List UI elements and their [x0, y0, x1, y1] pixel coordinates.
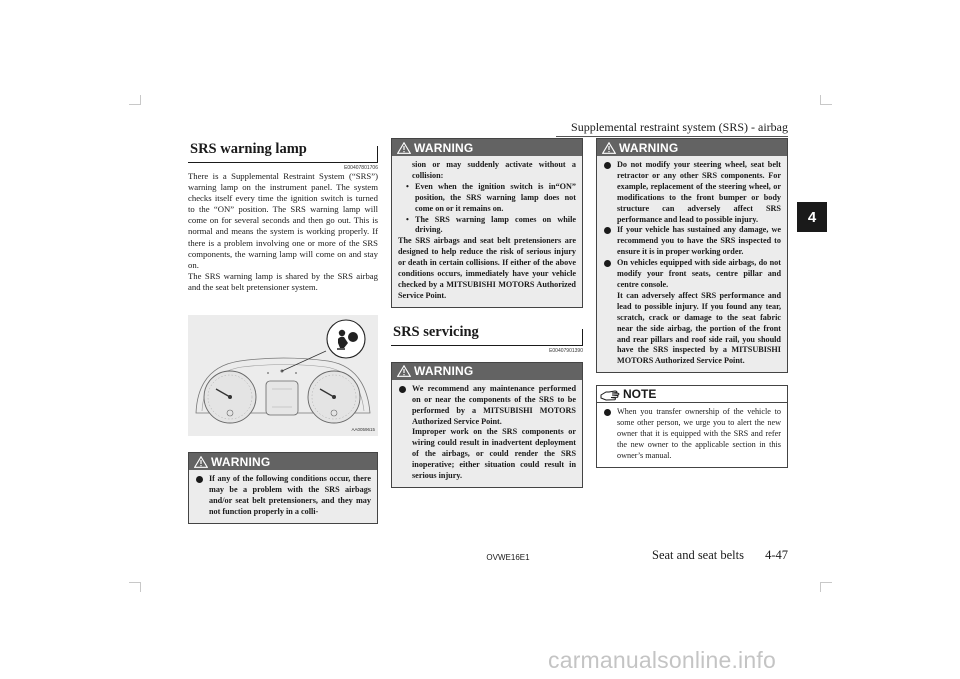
sub-bullet-text: The SRS warning lamp comes on while driving.	[415, 214, 576, 235]
warning-triangle-icon	[194, 456, 208, 468]
middle-column	[391, 138, 583, 488]
list-item	[603, 407, 781, 462]
warning-triangle-icon	[602, 142, 616, 154]
warning-box	[188, 452, 378, 524]
warning-paragraph: It can adversely affect SRS performance and lead to possible injury. If you found any tear, scratch, crack or damage to the seat fabric near the side airbag, the portion of the front and rear pillars and roof side rail, you should have the SRS inspected by a MITSUBISHI MOTORS Authorized Service Point.	[617, 290, 781, 366]
left-column	[188, 138, 378, 524]
warning-body	[392, 156, 582, 307]
instrument-cluster-illustration	[188, 315, 378, 436]
bullet-icon	[604, 227, 611, 234]
warning-box-continued	[391, 138, 583, 308]
bullet-icon	[196, 476, 203, 483]
continued-text: sion or may suddenly activate without a collision:	[412, 160, 576, 180]
crop-mark	[820, 582, 832, 583]
warning-triangle-icon	[397, 365, 411, 377]
warning-triangle-icon	[397, 142, 411, 154]
bullet-icon	[604, 162, 611, 169]
running-header: Supplemental restraint system (SRS) - airbag	[571, 120, 788, 134]
list-item	[398, 384, 576, 428]
section-title-srs-warning-lamp: SRS warning lamp	[188, 138, 378, 163]
sub-bullet-text: Even when the ignition switch is in“ON” position, the SRS warning lamp does not come on or it remains on.	[415, 181, 576, 213]
crop-mark	[820, 104, 832, 105]
note-header	[597, 386, 787, 403]
crop-mark	[129, 104, 141, 105]
header-rule	[556, 136, 788, 137]
note-label: NOTE	[623, 387, 657, 402]
watermark: carmanualsonline.info	[548, 647, 776, 673]
list-item	[398, 182, 576, 215]
warning-paragraph: The SRS airbags and seat belt pretensioners are designed to help reduce the risk of serious injury or death in certain collisions. If either of the above conditions occurs, immediately have your vehicle checked by a MITSUBISHI MOTORS Authorized Service Point.	[398, 236, 576, 300]
sub-bullet-icon: •	[406, 181, 409, 191]
list-item	[603, 160, 781, 225]
bullet-text: On vehicles equipped with side airbags, do not modify your front seats, centre pillar and centre console.	[617, 258, 781, 289]
warning-box	[596, 138, 788, 373]
section-code: E00407801706	[344, 165, 378, 171]
page-number: 4-47	[765, 548, 788, 562]
list-item	[195, 474, 371, 518]
bullet-icon	[399, 386, 406, 393]
warning-label: WARNING	[619, 140, 679, 155]
document-code: OVWE16E1	[486, 553, 530, 562]
bullet-text: If your vehicle has sustained any damage, we recommend you to have the SRS inspected to ensure it is in proper working order.	[617, 225, 781, 257]
warning-body	[189, 470, 377, 523]
sub-bullet-icon: •	[406, 214, 409, 224]
warning-label: WARNING	[414, 140, 474, 155]
figure-code: AA0059615	[351, 427, 375, 433]
crop-mark	[140, 582, 141, 592]
warning-label: WARNING	[211, 454, 271, 469]
hand-pointer-icon	[600, 388, 620, 401]
right-column	[596, 138, 788, 468]
section-code: E00407901390	[549, 347, 583, 354]
warning-box	[391, 362, 583, 488]
warning-header	[392, 363, 582, 380]
note-body	[597, 403, 787, 467]
body-paragraph: There is a Supplemental Restraint System (“SRS”) warning lamp on the instrument panel. The system checks itself every time the ignition switch is turned to the “ON” position. The SRS warning lamp will come on for several seconds and then go out. This is normal and means the system is working properly. If there is a problem involving one or more of the SRS components, the warning lamp will come on and stay on.	[188, 171, 378, 270]
bullet-text: When you transfer ownership of the vehicle to some other person, we urge you to alert the new owner that it is equipped with the SRS and refer the new owner to the applicable section in this owner’s manual.	[617, 407, 781, 460]
bullet-text: Do not modify your steering wheel, seat belt retractor or any other SRS components. For example, replacement of the steering wheel, or modifications to the front bumper or body structure can adversely affect SRS performance and lead to possible injury.	[617, 160, 781, 224]
section-title-srs-servicing: SRS servicing	[391, 321, 583, 346]
warning-paragraph: Improper work on the SRS components or wiring could result in inadvertent deployment of the airbags, or could render the SRS inoperative; either situation could result in serious injury.	[412, 427, 576, 481]
warning-body	[392, 380, 582, 487]
warning-label: WARNING	[414, 364, 474, 379]
instrument-cluster-figure	[188, 315, 378, 436]
warning-header	[392, 139, 582, 156]
list-item	[603, 258, 781, 291]
bullet-icon	[604, 409, 611, 416]
warning-header	[597, 139, 787, 156]
bullet-text: If any of the following conditions occur, there may be a problem with the SRS airbags and/or seat belt pretensioners, and they may not function properly in a colli-	[209, 474, 371, 516]
list-item	[398, 215, 576, 237]
crop-mark	[129, 582, 141, 583]
footer-section-name: Seat and seat belts	[652, 548, 744, 562]
chapter-tab: 4	[797, 202, 827, 232]
warning-body	[597, 156, 787, 372]
crop-mark	[820, 582, 821, 592]
bullet-text: We recommend any maintenance performed on or near the components of the SRS to be performed by a MITSUBISHI MOTORS Authorized Service Point.	[412, 383, 576, 426]
body-paragraph: The SRS warning lamp is shared by the SRS airbag and the seat belt pretensioner system.	[188, 270, 378, 292]
list-item	[603, 225, 781, 258]
warning-header	[189, 453, 377, 470]
bullet-icon	[604, 260, 611, 267]
note-box	[596, 385, 788, 468]
